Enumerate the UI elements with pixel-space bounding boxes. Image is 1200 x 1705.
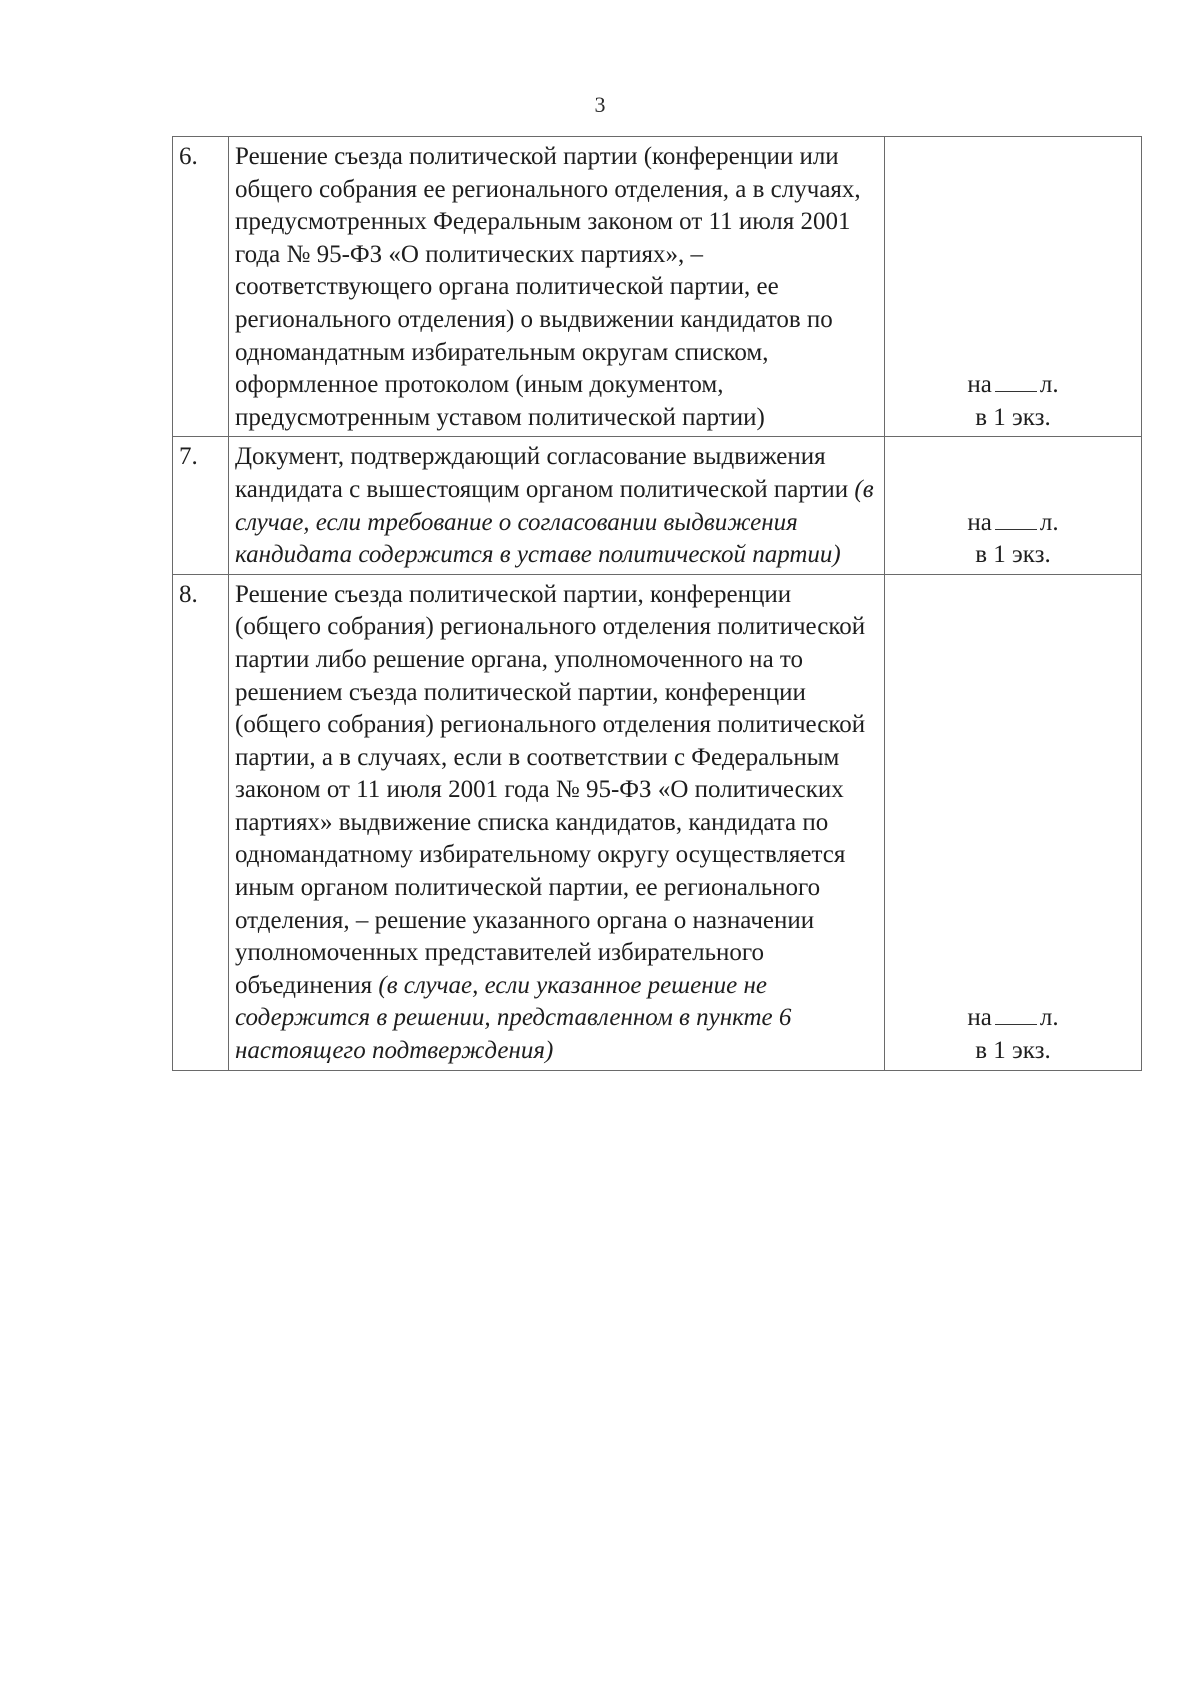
document-description	[229, 437, 885, 574]
sheets-cell	[885, 137, 1142, 437]
sheets-suffix: л.	[1039, 1004, 1059, 1032]
sheets-count	[885, 507, 1141, 540]
sheets-blank	[995, 390, 1037, 392]
document-description	[229, 137, 885, 437]
sheets-blank	[995, 528, 1037, 530]
row-number: 8.	[173, 574, 229, 1070]
document-text: Решение съезда политической партии (конференции или общего собрания ее регионального отделения, а в случаях, предусмотренных Федеральным законом от 11 июля 2001 года № 95-ФЗ «О политических партиях», – соответствующего органа политической партии, ее регионального отделения) о выдвижении кандидатов по одномандатным избирательным округам списком, оформленное протоколом (иным документом, предусмотренным уставом политической партии)	[235, 143, 861, 431]
sheets-prefix: на	[967, 1004, 992, 1032]
document-description	[229, 574, 885, 1070]
sheets-blank	[995, 1023, 1037, 1025]
row-number: 7.	[173, 437, 229, 574]
copies-count: в 1 экз.	[975, 541, 1051, 569]
page-number: 3	[594, 92, 606, 117]
sheets-cell	[885, 437, 1142, 574]
document-text: Документ, подтверждающий согласование выдвижения кандидата с вышестоящим органом политической партии	[235, 443, 849, 503]
table-row	[173, 437, 1142, 574]
sheets-prefix: на	[967, 508, 992, 536]
document-note: (в случае, если указанное решение не содержится в решении, представленном в пункте 6 настоящего подтверждения)	[235, 971, 792, 1065]
documents-table	[172, 136, 1142, 1071]
document-note: (в случае, если требование о согласовании выдвижения кандидата содержится в уставе политической партии)	[235, 475, 874, 569]
copies-count: в 1 экз.	[975, 1037, 1051, 1065]
sheets-cell	[885, 574, 1142, 1070]
row-number: 6.	[173, 137, 229, 437]
table-row	[173, 137, 1142, 437]
sheets-count	[885, 1002, 1141, 1035]
document-text: Решение съезда политической партии, конференции (общего собрания) регионального отделения политической партии либо решение органа, уполномоченного на то решением съезда политической партии, конференции (общего собрания) регионального отделения политической партии, а в случаях, если в соответствии с Федеральным законом от 11 июля 2001 года № 95-ФЗ «О политических партиях» выдвижение списка кандидатов, кандидата по одномандатному избирательному округу осуществляется иным органом политической партии, ее регионального отделения, – решение указанного органа о назначении уполномоченных представителей избирательного объединения	[235, 580, 866, 999]
sheets-count	[885, 369, 1141, 402]
table-row	[173, 574, 1142, 1070]
copies-count: в 1 экз.	[975, 403, 1051, 431]
sheets-prefix: на	[967, 371, 992, 399]
sheets-suffix: л.	[1039, 508, 1059, 536]
sheets-suffix: л.	[1039, 371, 1059, 399]
